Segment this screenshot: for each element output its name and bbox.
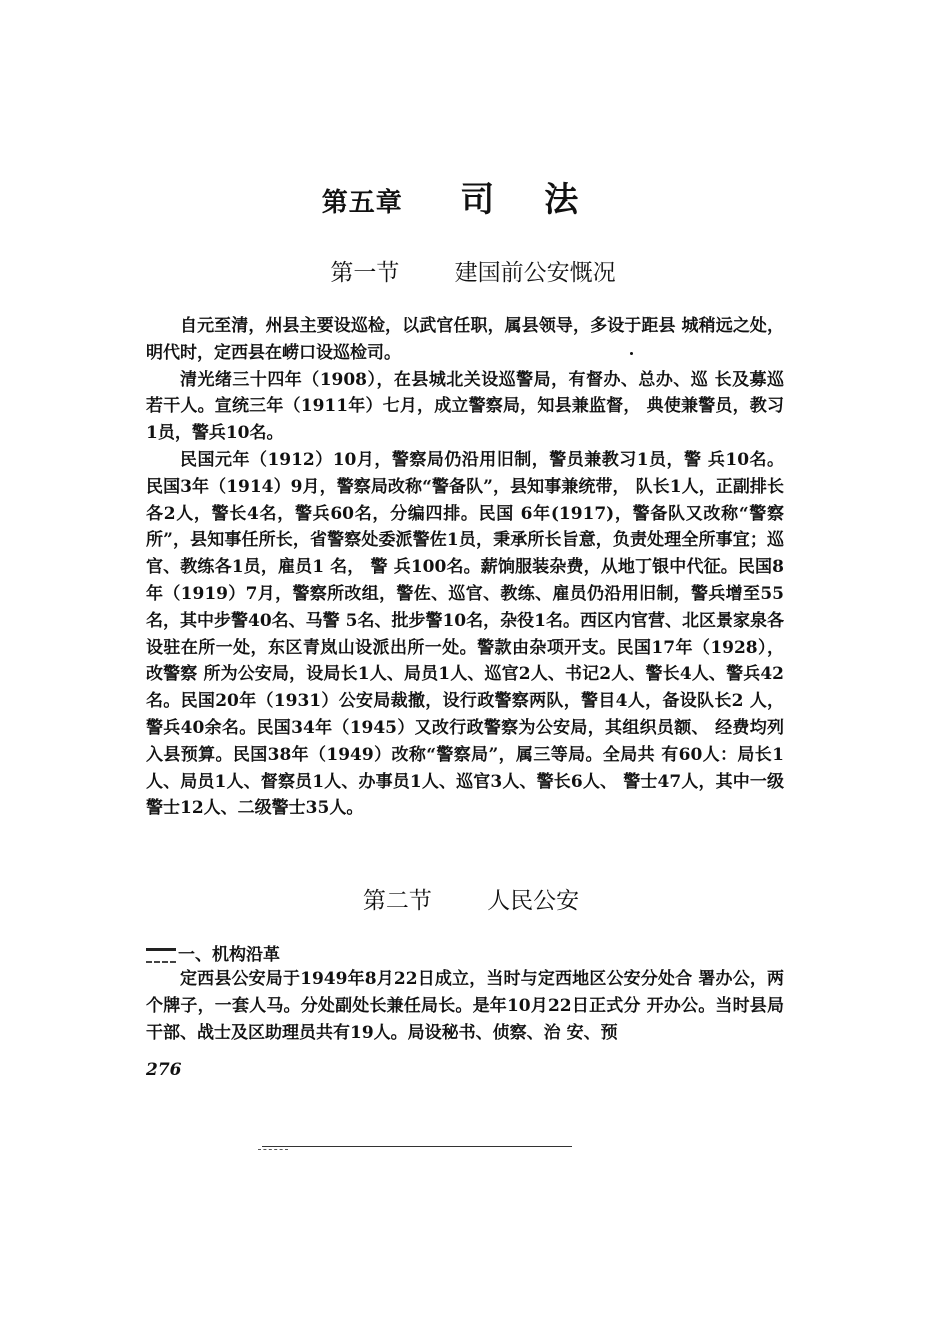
chapter-name: 司法 bbox=[460, 180, 629, 220]
subheading bbox=[146, 940, 280, 965]
bottom-rule-dash bbox=[258, 1149, 288, 1150]
section-heading-2 bbox=[0, 882, 946, 915]
section-number: 第一节 bbox=[330, 260, 400, 286]
subheading-text: 一、机构沿革 bbox=[178, 945, 280, 965]
paragraph: 自元至清，州县主要设巡检，以武官任职，属县领导，多设于距县 城稍远之处，明代时，定西县在崂口设巡检司。 bbox=[146, 316, 784, 363]
section2-body bbox=[146, 966, 784, 1046]
chapter-number: 第五章 bbox=[321, 188, 403, 218]
section-title: 建国前公安慨况 bbox=[454, 260, 616, 286]
paragraph: 民国元年（1912）10月，警察局仍沿用旧制，警员兼教习1员，警 兵10名。民国3年（1914）9月，警察局改称“警备队”，县知事兼统带， 队长1人，正副排长各2人，警长4名，警兵60名，分编四排。民国 6年(1917)，警备队又改称“警察所”，县知事任所长，省警察处委派警佐1员，秉承所长旨意，负责处理全所事宜；巡官、教练各1员，雇员1 名， 警 兵100名。薪饷服装杂费，从地丁银中代征。民国8年（1919）7月，警察所改组，警佐、巡官、教练、雇员仍沿用旧制，警兵增至55名，其中步警40名、马警 5名、批步警10名，杂役1名。西区内官营、北区景家泉各设驻在所一处，东区青岚山设派出所一处。警款由杂项开支。民国17年（1928），改警察 所为公安局，设局长1人、局员1人、巡官2人、书记2人、警长4人、警兵42 名。民国20年（1931）公安局裁撤，设行政警察两队，警目4人，备设队长2 人，警兵40余名。民国34年（1945）又改行政警察为公安局，其组织员额、 经费均列入县预算。民国38年（1949）改称“警察局”，属三等局。全局共 有60人：局长1人、局员1人、督察员1人、办事员1人、巡官3人、警长6人、 警士47人，其中一级警士12人、二级警士35人。 bbox=[146, 449, 784, 819]
chapter-heading bbox=[0, 172, 950, 221]
section-title: 人民公安 bbox=[487, 888, 580, 914]
section-number: 第二节 bbox=[362, 888, 432, 914]
section-heading-1 bbox=[0, 254, 948, 287]
section1-body bbox=[146, 313, 784, 822]
bottom-rule bbox=[262, 1146, 572, 1147]
paragraph: 清光绪三十四年（1908），在县城北关设巡警局，有督办、总办、巡 长及募巡若干人。宣统三年（1911年）七月，成立警察局，知县兼监督， 典使兼警员，教习1员，警兵10名。 bbox=[146, 369, 784, 444]
page-number: 276 bbox=[146, 1060, 182, 1080]
scan-mark-icon bbox=[146, 948, 176, 963]
paragraph: 定西县公安局于1949年8月22日成立，当时与定西地区公安分处合 署办公，两个牌子，一套人马。分处副处长兼任局长。是年10月22日正式分 开办公。当时县局干部、战士及区助理员共有19人。局设秘书、侦察、治 安、预 bbox=[146, 969, 784, 1043]
print-speck bbox=[630, 352, 633, 355]
